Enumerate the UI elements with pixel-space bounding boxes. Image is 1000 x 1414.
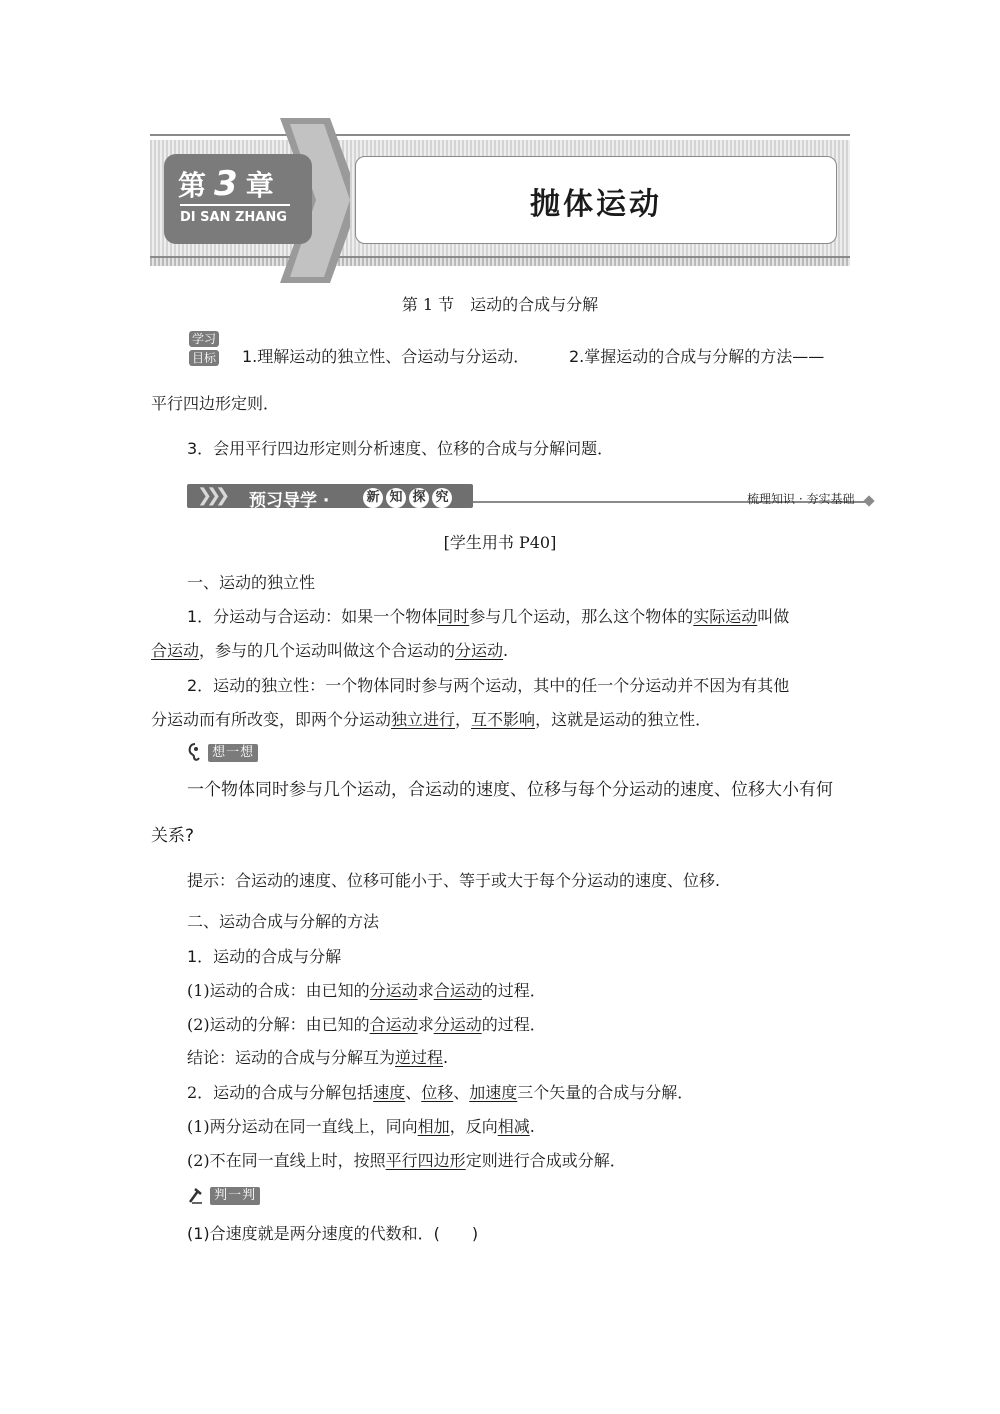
think-question-line-2: 关系?	[151, 826, 195, 846]
part1-paragraph-2-line-2: 分运动而有所改变，即两个分运动独立进行，互不影响，这就是运动的独立性．	[151, 710, 712, 729]
part1-heading: 一、运动的独立性	[187, 573, 316, 592]
think-question-line-1: 一个物体同时参与几个运动，合运动的速度、位移与每个分运动的速度、位移大小有何	[187, 780, 833, 800]
think-tag: 想一想	[187, 741, 258, 762]
goal-item-2-continued: 平行四边形定则．	[151, 394, 280, 413]
part2-line-synthesis: (1)运动的合成：由已知的分运动求合运动的过程．	[187, 981, 546, 1000]
part1-paragraph-1-line-2: 合运动，参与的几个运动叫做这个合运动的分运动.	[151, 641, 509, 660]
part2-heading: 二、运动合成与分解的方法	[187, 912, 380, 931]
chapter-pinyin: DI SAN ZHANG	[180, 210, 287, 225]
section-bar-caption: 梳理知识 · 夯实基础	[747, 492, 855, 506]
chapter-title-box	[355, 156, 837, 244]
goal-item-2: 2.掌握运动的合成与分解的方法——	[569, 347, 825, 366]
think-answer: 提示：合运动的速度、位移可能小于、等于或大于每个分运动的速度、位移.	[187, 871, 721, 890]
part2-line-conclusion: 结论：运动的合成与分解互为逆过程.	[187, 1048, 449, 1067]
section-bar	[187, 484, 877, 510]
part1-paragraph-2-line-1: 2．运动的独立性：一个物体同时参与两个运动，其中的任一个分运动并不因为有其他	[187, 676, 790, 695]
part2-line-decomposition: (2)运动的分解：由已知的合运动求分运动的过程．	[187, 1015, 546, 1034]
diamond-icon	[863, 495, 874, 506]
section-label: 预习导学 ·	[249, 491, 330, 511]
section-title: 第 1 节 运动的合成与分解	[401, 295, 599, 314]
judge-tag: 判一判	[187, 1184, 260, 1205]
goal-item-1: 1.理解运动的独立性、合运动与分运动．	[242, 347, 530, 366]
part2-line-same-line: (1)两分运动在同一直线上，同向相加，反向相减.	[187, 1117, 535, 1136]
ear-icon	[187, 742, 203, 762]
book-reference: [学生用书 P40]	[443, 533, 557, 552]
part2-line-parallelogram: (2)不在同一直线上时，按照平行四边形定则进行合成或分解．	[187, 1151, 626, 1170]
part2-line-vectors: 2．运动的合成与分解包括速度、位移、加速度三个矢量的合成与分解．	[187, 1083, 694, 1102]
double-chevron-icon: ❯❯❯	[197, 485, 225, 506]
learning-goals-tag: 学习 目标	[189, 328, 221, 366]
chapter-number: 第 3 章	[178, 164, 276, 204]
gavel-icon	[187, 1185, 205, 1205]
chapter-title: 抛体运动	[530, 187, 662, 222]
chapter-banner	[150, 118, 850, 283]
chapter-badge	[164, 154, 312, 244]
judge-question-1: (1)合速度就是两分速度的代数和．( )	[187, 1224, 479, 1243]
goal-item-3: 3．会用平行四边形定则分析速度、位移的合成与分解问题．	[187, 439, 614, 458]
section-sub-badges: 新 知 探 究	[363, 486, 455, 508]
part2-subheading-1: 1．运动的合成与分解	[187, 947, 342, 966]
part1-paragraph-1-line-1: 1．分运动与合运动：如果一个物体同时参与几个运动，那么这个物体的实际运动叫做	[187, 607, 790, 626]
